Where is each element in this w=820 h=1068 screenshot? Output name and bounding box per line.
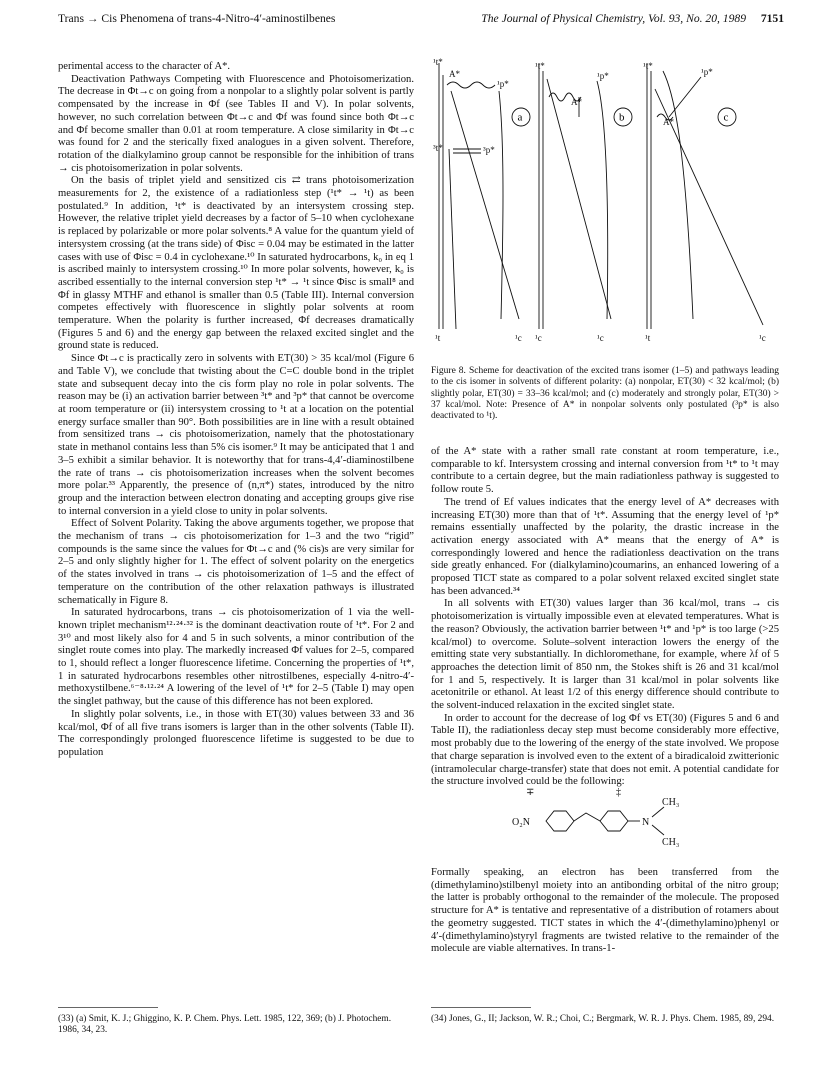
panel-label-c: c [723, 111, 729, 124]
panel-label-b: b [619, 111, 625, 124]
figure-caption: Figure 8. Scheme for deactivation of the excited trans isomer (1–5) and pathways leading to the cis isomer in solvents of different polarity: (a) nonpolar, ET(30) < 32 kcal/mol; (b) slightly polar, ET(30) = 33–36 kcal/mol; and (c) moderately and strongly polar, ET(30) > 37 kcal/mol. Note: Presence of A* in nonpolar solvents only postulated (³p* is also deactivated to ¹t). [431, 366, 779, 422]
paragraph: In slightly polar solvents, i.e., in those with ET(30) values between 33 and 36 kcal/mol, Φf of all five trans isomers is larger than in the other solvents (Table II). The correspondingly prolonged fluorescence lifetime is suggested to be due to population [58, 708, 414, 758]
state-label: ¹c [535, 333, 542, 343]
arrow-line [669, 77, 701, 117]
arrow-line [451, 91, 519, 319]
header-journal: The Journal of Physical Chemistry, Vol. 93, No. 20, 1989 [481, 12, 746, 25]
paragraph: In order to account for the decrease of log Φf vs ET(30) (Figures 5 and 6 and Table II), the radiationless decay step must become considerably more effective, most probably due to the lowering of the energy of the state involved. We propose that charge separation is involved even to the extent of a biradicaloid zwitterionic (intramolecular charge-transfer) state that does not emit. A potential candidate for the structure involved could be the following: [431, 712, 779, 788]
benzene-ring [546, 811, 574, 831]
bond [652, 825, 664, 835]
state-label: A* [663, 117, 674, 127]
paragraph: On the basis of triplet yield and sensitized cis ⇄ trans photoisomerization measurements for 2, the existence of a radiationless step (¹t* → ¹t) as been postulated.⁹ In addition, ¹t* is deactivated by an intersystem crossing step. However, the relative triplet yield decreases by a factor of 5–10 when cyclohexane is replaced by polarizable or more polar solvents.⁸ A value for the quantum yield of intersystem crossing (at the trans side) of Φisc = 0.04 may be estimated in the latter cases with use of Φisc = 0.4 in cyclohexane.¹⁰ In saturated hydrocarbons, k₀ in eq 1 is ascribed mainly to intersystem crossing.¹⁰ In more polar solvents, however, k₀ is ascribed essentially to the internal conversion step ¹t* → ¹t since Φisc is small⁸ and Φf in glassy MTHF and ethanol is smaller than 0.5 (Table III). Internal conversion competes effectively with fluorescence in slightly polar solvents at room temperature. When the polarity is further increased, Φf decreases dramatically (Figures 5 and 6) and the energy gap between the relaxed excited singlet and the ground state is reduced. [58, 175, 414, 352]
charge-plus: ‡ [616, 787, 621, 798]
paragraph: The trend of Ef values indicates that the energy level of A* decreases with increasing ET(30) more than that of ¹t*. Assuming that the energy level of ¹p* remains essentially unaffected by the polarity, the drastic increase in the activation energy associated with A* means that the energy of A* is correspondingly lowered and hence the radiationless deactivation on the trans side greatly enhanced. For (dialkylamino)coumarins, an enhanced lowering of a proposed TICT state as compared to a polar solvent relaxed excited singlet state has been advanced.³⁴ [431, 496, 779, 597]
state-label: ¹t* [433, 57, 443, 67]
state-label: A* [449, 69, 460, 79]
wavy-arrow [447, 82, 495, 88]
nitro-group-label: O₂N [512, 817, 530, 828]
paragraph: perimental access to the character of A*. [58, 61, 231, 72]
paragraph: Since Φt→c is practically zero in solvents with ET(30) > 35 kcal/mol (Figure 6 and Table V), we conclude that twisting about the C=C double bond in the triplet state and subsequent decay into the cis form play no role in polar solvents. The reason may be (i) an activation barrier between ³t* and ³p* that cannot be overcome at room temperature or (ii) intersystem crossing to ¹t at a location on the potential energy surface smaller than 90°. Both possibilities are in line with a result obtained from sensitized trans → cis photoisomerization, namely that the photostationary state in methanol contains less than 5% cis isomer.⁹ It may be anticipated that 1 and 3–5 exhibit a similar behavior. It is noteworthy that for trans-4,4′-diaminostilbene the rate of trans → cis photoisomerization increases when the solvent becomes more polar.³³ Apparently, the presence of (n,π*) states, introduced by the nitro group and the interaction between electron donating and accepting groups give rise to internal conversion in a yield close to unity in polar solvents. [58, 353, 414, 517]
arrow-line [597, 81, 608, 319]
state-label: ¹t [645, 333, 651, 343]
bond [652, 807, 664, 817]
state-label: ¹t* [643, 61, 653, 71]
footnote-33: (33) (a) Smit, K. J.; Ghiggino, K. P. Chem. Phys. Lett. 1985, 122, 369; (b) J. Photochem. 1986, 34, 23. [58, 1014, 392, 1036]
charge-minus: ∓ [526, 787, 535, 798]
footnote-rule [58, 1007, 158, 1008]
state-label: ¹p* [701, 67, 713, 77]
state-label: A* [571, 97, 582, 107]
chemical-structure [500, 785, 740, 855]
paragraph: Formally speaking, an electron has been transferred from the (dimethylamino)stilbenyl moiety into an antibonding orbital of the nitro group; the latter is probably orthogonal to the remainder of the molecule. The proposed structure for A* is tentative and representative of a distribution of rotamers about the geometry suggested. TICT states in which the 4′-(dimethylamino)phenyl or 4′-(dimethylamino)styryl fragments are twisted relative to the remainder of the molecule are viable alternatives. In trans-1- [431, 867, 779, 955]
footnote-rule [431, 1007, 531, 1008]
methyl-label: CH₃ [662, 837, 680, 848]
vinyl-bond [574, 813, 600, 821]
header-title: Trans → Cis Phenomena of trans-4-Nitro-4′-aminostilbenes [58, 12, 336, 25]
state-label: ¹p* [497, 79, 509, 89]
benzene-ring [600, 811, 628, 831]
right-column-continued [431, 867, 779, 956]
amine-n-label: N [642, 817, 650, 828]
running-header [58, 8, 784, 28]
state-label: ³t* [433, 143, 443, 153]
methyl-label: CH₃ [662, 797, 680, 808]
left-column [58, 61, 414, 760]
state-label: ¹t [435, 333, 441, 343]
page-number: 7151 [760, 12, 784, 25]
arrow-line [663, 71, 693, 319]
panel-label-a: a [517, 111, 523, 124]
state-label: ¹c [597, 333, 604, 343]
paragraph: of the A* state with a rather small rate constant at room temperature, i.e., comparable to kf. Intersystem crossing and internal conversion from ¹t* to ¹t may contribute to a certain degree, but the main radiationless pathway is suggested to follow route 5. [431, 446, 779, 496]
state-label: ¹c [759, 333, 766, 343]
paragraph: In all solvents with ET(30) values larger than 36 kcal/mol, trans → cis photoisomerization is virtually impossible even at elevated temperatures. What is the reason? Obviously, the activation barrier between ¹t* and ¹p* is too large (>25 kcal/mol) to overcome. Solute–solvent interaction lowers the energy of the emitting state very substantially. In dichloromethane, for example, where λf of 5 approaches the detection limit of 850 nm, the Stokes shift is 26 and 31 kcal/mol for 1 and 5, respectively. It is larger than 31 kcal/mol in polar solvents like acetonitrile or ethanol. At least 1/2 of this energy difference should contribute to the solvent-induced relaxation in the excited singlet state. [431, 598, 779, 712]
paragraph: Deactivation Pathways Competing with Fluorescence and Photoisomerization. The decrease in Φt→c on going from a nonpolar to a slightly polar solvent is partly compensated by the increase in Φf (see Tables II and V). In polar solvents, however, no such correlation between Φt→c and Φf was found since both Φt→c and Φf become smaller than 0.01 at room temperature. A close similarity in Φt→c was found for 2 and the sterically fixed analogues in a given solvent. Therefore, rotation of the dialkylamino group cannot be responsible for the inhibition of trans → cis photoisomerization in polar solvents. [58, 73, 414, 174]
right-column [431, 446, 779, 789]
state-label: ¹p* [597, 71, 609, 81]
paragraph: In saturated hydrocarbons, trans → cis photoisomerization of 1 via the well-known triplet mechanism¹²·²⁴·³² is the dominant deactivation route of ¹t*. For 2 and 3¹⁰ and most likely also for 4 and 5 in such solvents, a minor contribution of the singlet route comes into play. The markedly increased Φf values for 2–5, compared to 1, should reflect a longer fluorescence lifetime. Concerning the properties of ¹t*, 1 in saturated hydrocarbons resembles other nitrostilbenes, especially 4-nitro-4′-methoxystilbene.⁶⁻⁸·¹²·²⁴ A lowering of the level of ¹t* for 2–5 (Table I) may open the singlet pathway, but the cause of this difference has not been explored. [58, 607, 414, 708]
footnote-34: (34) Jones, G., II; Jackson, W. R.; Choi, C.; Bergmark, W. R. J. Phys. Chem. 1985, 89, 294. [431, 1014, 775, 1024]
state-label: ¹t* [535, 61, 545, 71]
state-label: ¹c [515, 333, 522, 343]
arrow-line [449, 149, 456, 329]
paragraph: Effect of Solvent Polarity. Taking the above arguments together, we propose that the mechanism of trans → cis photoisomerization for 1–3 and the two “rigid” compounds is the same since the values for Φt→c and (% cis)s are very similar for 2–5 and only slightly higher for 1. The effect of solvent polarity on the energetics of the states involved in trans → cis photoisomerization of 1–5 and the effect of temperature on the contribution of the other relaxation pathways is illustrated schematically in Figure 8. [58, 518, 414, 606]
figure-8-scheme [431, 57, 779, 357]
arrow-line [499, 91, 503, 319]
state-label: ³p* [483, 145, 495, 155]
